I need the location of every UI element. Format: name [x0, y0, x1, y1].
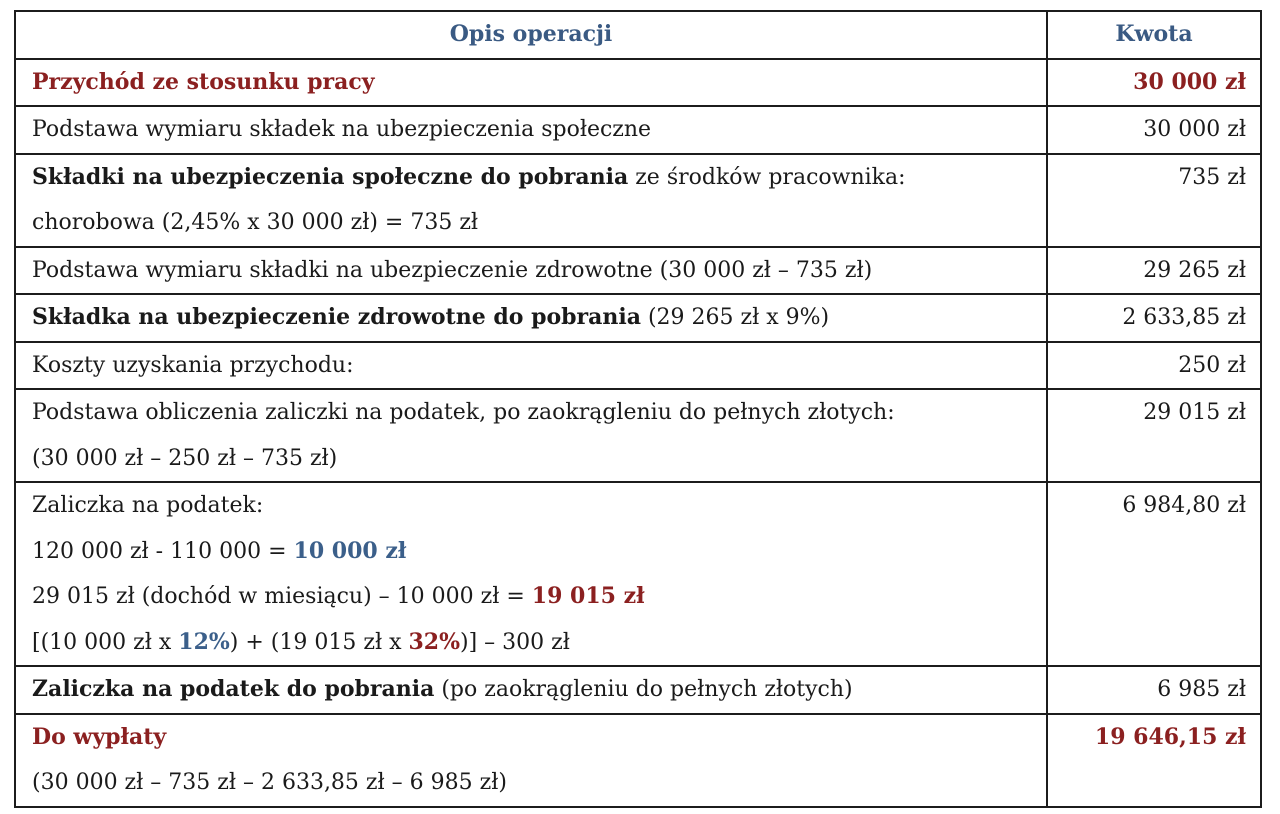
social-contrib-description [15, 154, 1047, 247]
social-contrib-label-rest: ze środków pracownika: [628, 164, 906, 190]
tax-base-description [15, 389, 1047, 482]
table-row-costs [15, 342, 1261, 390]
income-amount: 30 000 zł [1047, 59, 1261, 107]
tax-advance-rate-line [32, 620, 1032, 666]
tax-advance-amount: 6 984,80 zł [1047, 482, 1261, 666]
payout-amount: 19 646,15 zł [1047, 714, 1261, 807]
health-contrib-description [15, 294, 1047, 342]
tax-base-label: Podstawa obliczenia zaliczki na podatek, po zaokrągleniu do pełnych złotych: [32, 400, 895, 425]
tax-advance-line4-c: )] – 300 zł [460, 629, 570, 655]
tax-advance-line2-prefix: 120 000 zł - 110 000 = [32, 538, 294, 564]
health-base-label: Podstawa wymiaru składki na ubezpieczenie zdrowotne (30 000 zł – 735 zł) [15, 247, 1047, 295]
table-row-social-contrib [15, 154, 1261, 247]
table-row-tax-base [15, 389, 1261, 482]
table-row-health-contrib [15, 294, 1261, 342]
health-base-amount: 29 265 zł [1047, 247, 1261, 295]
tax-advance-description [15, 482, 1047, 666]
social-contrib-amount: 735 zł [1047, 154, 1261, 247]
tax-base-formula: (30 000 zł – 250 zł – 735 zł) [32, 445, 338, 471]
social-contrib-formula: chorobowa (2,45% x 30 000 zł) = 735 zł [32, 210, 479, 235]
tax-advance-label: Zaliczka na podatek: [32, 493, 264, 518]
table-row-payout [15, 714, 1261, 807]
table-header-row [15, 11, 1261, 59]
income-label: Przychód ze stosunku pracy [15, 59, 1047, 107]
social-base-label: Podstawa wymiaru składek na ubezpieczenia społeczne [15, 106, 1047, 154]
tax-advance-line3-value: 19 015 zł [531, 583, 645, 609]
table-row-tax-advance [15, 482, 1261, 666]
tax-advance-line4-b: ) + (19 015 zł x [229, 629, 409, 655]
health-contrib-label-rest: (29 265 zł x 9%) [640, 305, 830, 330]
tax-advance-line3-prefix: 29 015 zł (dochód w miesiącu) – 10 000 zł = [32, 584, 532, 609]
health-contrib-amount: 2 633,85 zł [1047, 294, 1261, 342]
header-amount: Kwota [1047, 11, 1261, 59]
table-row-income [15, 59, 1261, 107]
tax-advance-free-amount-line [32, 529, 1032, 575]
payout-description [15, 714, 1047, 807]
tax-due-label-rest: (po zaokrągleniu do pełnych złotych) [434, 677, 853, 702]
tax-due-amount: 6 985 zł [1047, 666, 1261, 714]
tax-advance-line2-value: 10 000 zł [293, 537, 407, 564]
social-base-amount: 30 000 zł [1047, 106, 1261, 154]
table-row-health-base [15, 247, 1261, 295]
table-row-tax-due [15, 666, 1261, 714]
table-row-social-base [15, 106, 1261, 154]
header-description: Opis operacji [15, 11, 1047, 59]
social-contrib-label-bold: Składki na ubezpieczenia społeczne do pobrania [32, 163, 629, 190]
tax-due-label-bold: Zaliczka na podatek do pobrania [32, 676, 435, 702]
tax-rate-12: 12% [178, 628, 230, 655]
health-contrib-label-bold: Składka na ubezpieczenie zdrowotne do pobrania [32, 304, 641, 330]
tax-rate-32: 32% [408, 628, 461, 655]
costs-amount: 250 zł [1047, 342, 1261, 390]
payroll-calculation-table [14, 10, 1262, 808]
tax-advance-line4-a: [(10 000 zł x [32, 629, 179, 655]
payout-formula: (30 000 zł – 735 zł – 2 633,85 zł – 6 985 zł) [32, 770, 507, 795]
tax-due-description [15, 666, 1047, 714]
payout-label: Do wypłaty [32, 723, 167, 750]
costs-label: Koszty uzyskania przychodu: [15, 342, 1047, 390]
tax-base-amount: 29 015 zł [1047, 389, 1261, 482]
tax-advance-income-line [32, 574, 1032, 620]
